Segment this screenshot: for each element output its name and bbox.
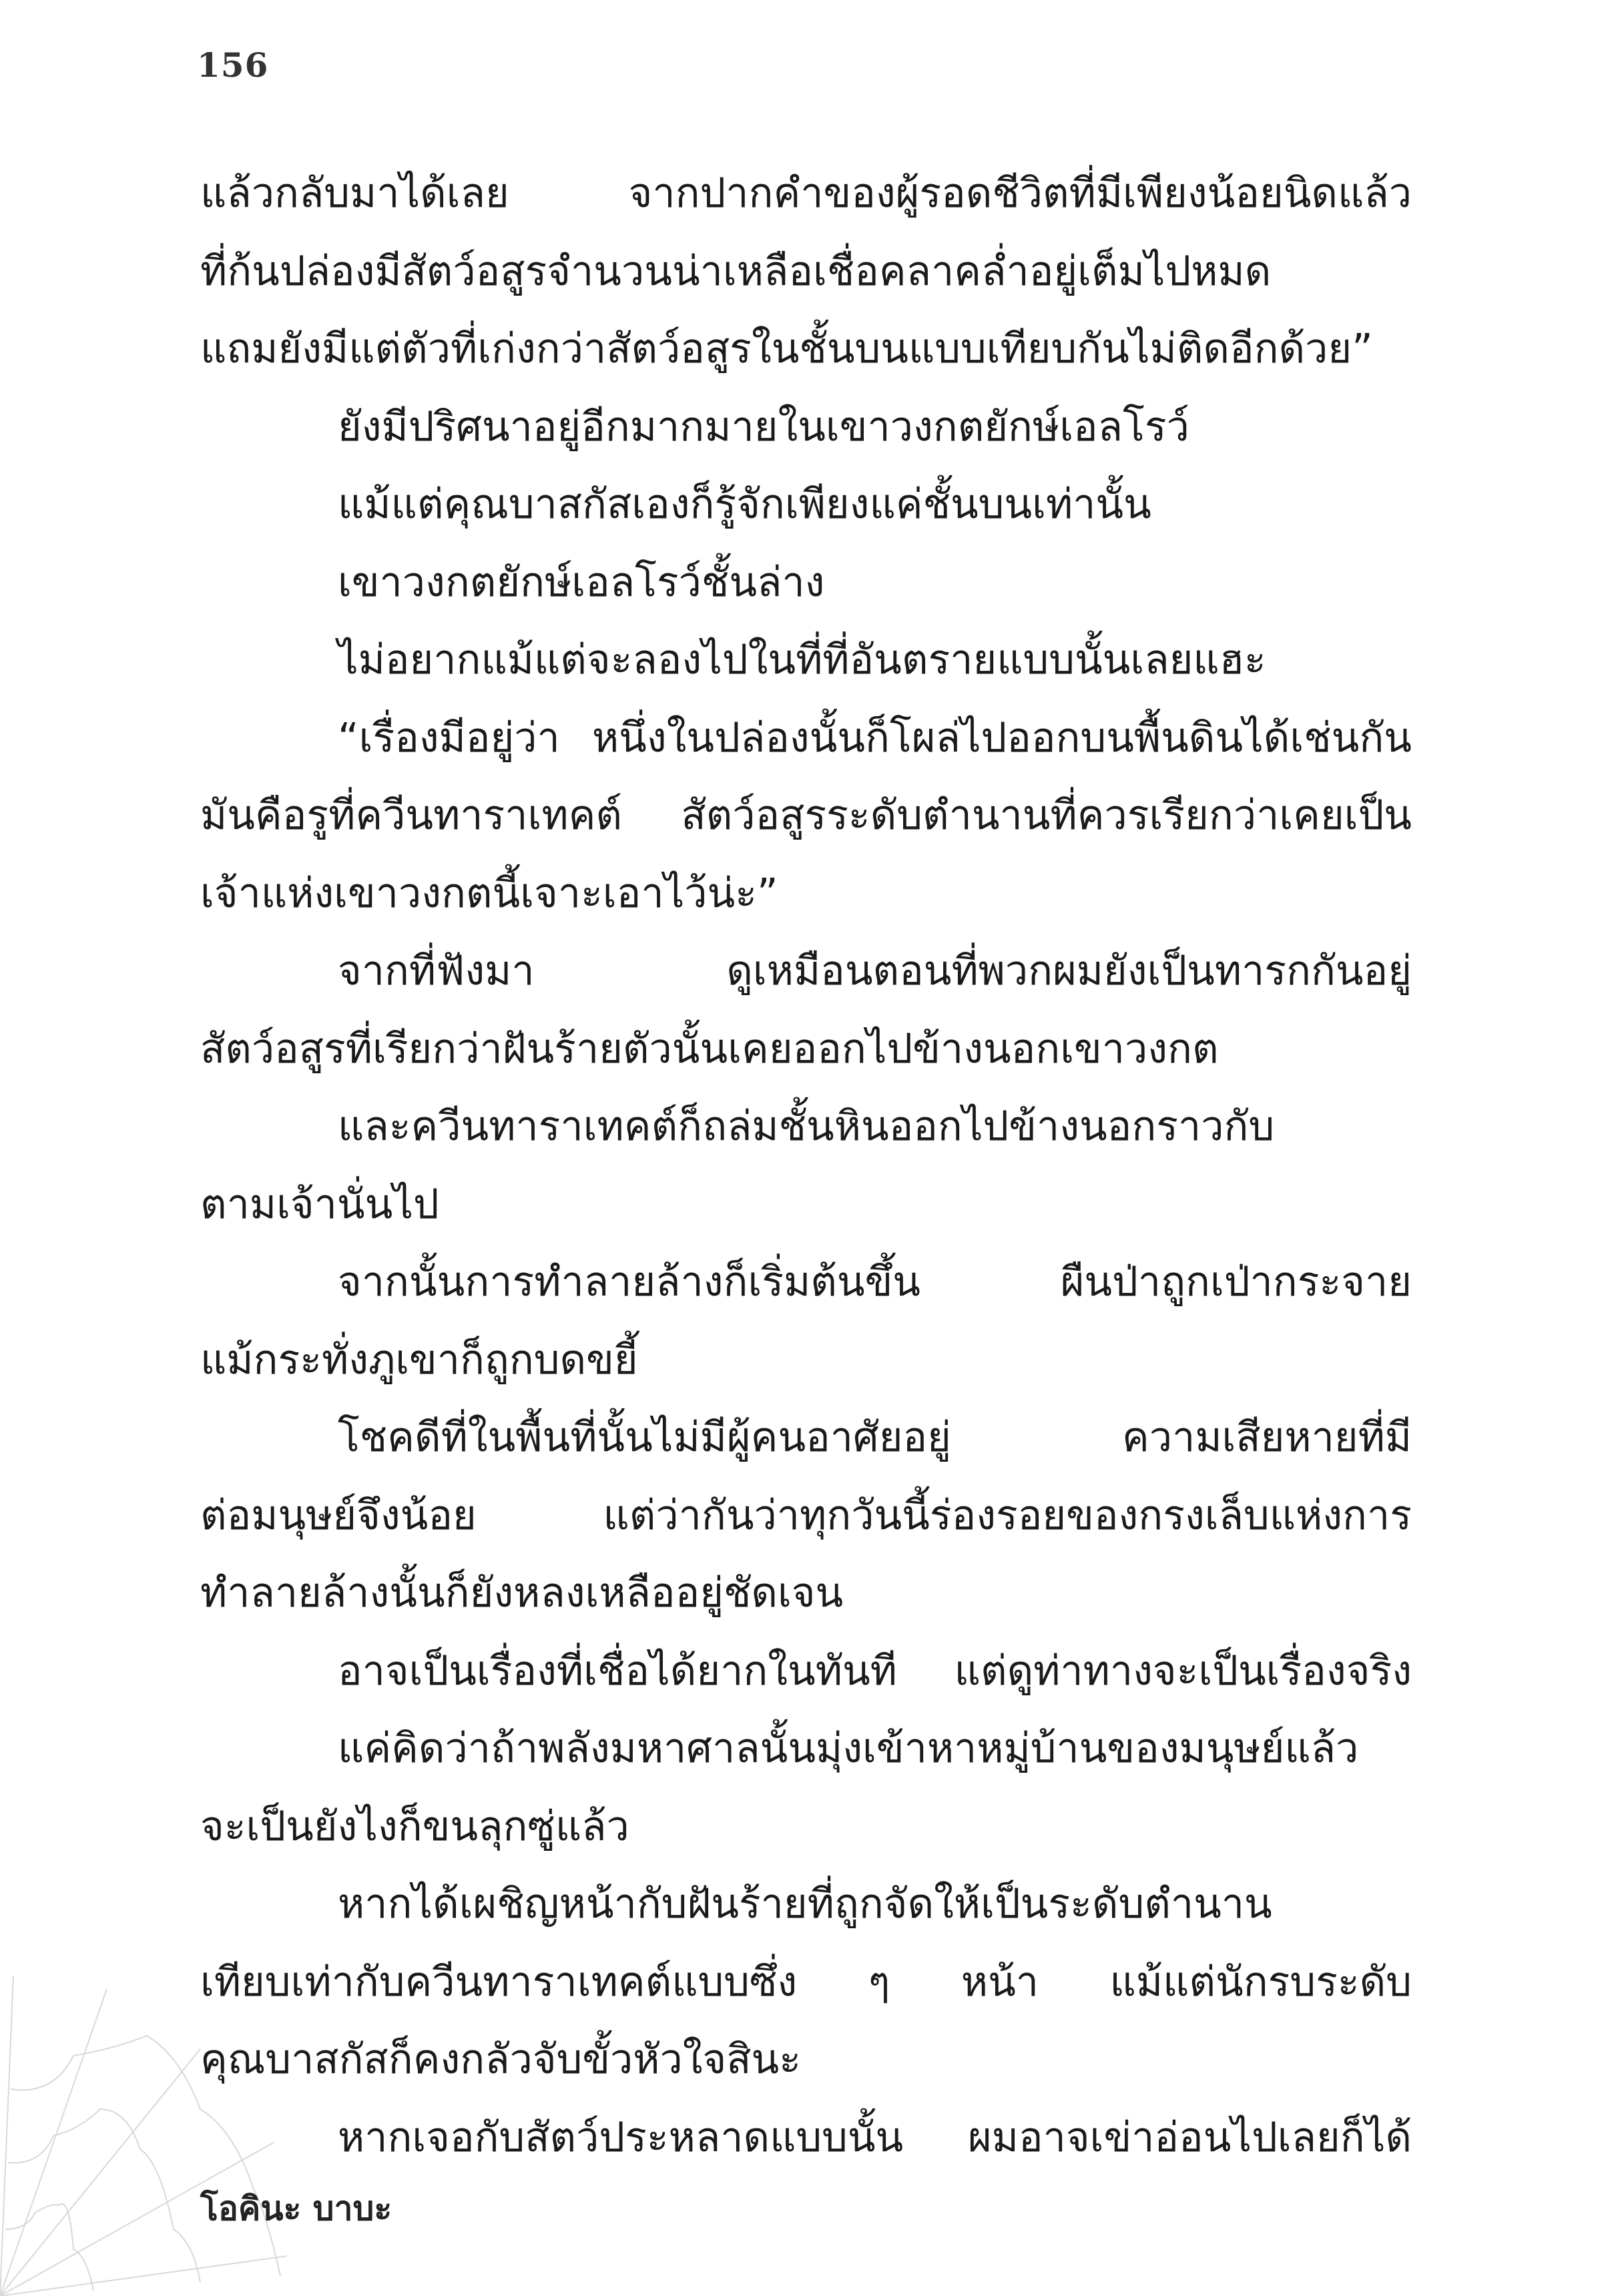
text-line: ทำลายล้างนั้นก็ยังหลงเหลืออยู่ชัดเจน [200, 1569, 844, 1617]
text-line: แม้กระทั่งภูเขาก็ถูกบดขยี้ [200, 1336, 638, 1384]
text-line: คุณบาสกัสก็คงกลัวจับขั้วหัวใจสินะ [200, 2036, 801, 2083]
text-line: เทียบเท่ากับควีนทาราเทคต์แบบซึ่ง ๆ หน้า แม้แต่นักรบระดับ [200, 1958, 1412, 2006]
text-line: ต่อมนุษย์จึงน้อย แต่ว่ากันว่าทุกวันนี้ร่องรอยของกรงเล็บแห่งการ [200, 1491, 1412, 1539]
text-line: โชคดีที่ในพื้นที่นั้นไม่มีผู้คนอาศัยอยู่ ความเสียหายที่มี [338, 1414, 1412, 1461]
text-line: จากนั้นการทำลายล้างก็เริ่มต้นขึ้น ผืนป่าถูกเป่ากระจาย [338, 1258, 1412, 1306]
text-line: “เรื่องมีอยู่ว่า หนึ่งในปล่องนั้นก็โผล่ไปออกบนพื้นดินได้เช่นกัน [338, 713, 1412, 762]
page-number: 156 [197, 45, 269, 85]
text-line: สัตว์อสูรที่เรียกว่าฝันร้ายตัวนั้นเคยออกไปข้างนอกเขาวงกต [200, 1025, 1219, 1073]
text-line: เจ้าแห่งเขาวงกตนี้เจาะเอาไว้น่ะ” [200, 869, 778, 917]
text-line: จากที่ฟังมา ดูเหมือนตอนที่พวกผมยังเป็นทารกกันอยู่ [338, 947, 1412, 994]
text-line: มันคือรูที่ควีนทาราเทคต์ สัตว์อสูรระดับตำนานที่ควรเรียกว่าเคยเป็น [200, 792, 1412, 839]
text-line: เขาวงกตยักษ์เอลโรว์ชั้นล่าง [338, 558, 825, 606]
text-line: แค่คิดว่าถ้าพลังมหาศาลนั้นมุ่งเข้าหาหมู่บ้านของมนุษย์แล้ว [338, 1725, 1359, 1772]
spiderweb-decoration [0, 1976, 287, 2296]
text-line: อาจเป็นเรื่องที่เชื่อได้ยากในทันที แต่ดูท่าทางจะเป็นเรื่องจริง [338, 1647, 1412, 1695]
text-line: ยังมีปริศนาอยู่อีกมากมายในเขาวงกตยักษ์เอลโรว์ [338, 402, 1189, 451]
text-line: แล้วกลับมาได้เลย จากปากคำของผู้รอดชีวิตที่มีเพียงน้อยนิดแล้ว [200, 170, 1412, 217]
text-line: แถมยังมีแต่ตัวที่เก่งกว่าสัตว์อสูรในชั้นบนแบบเทียบกันไม่ติดอีกด้วย” [200, 325, 1373, 372]
text-line: ไม่อยากแม้แต่จะลองไปในที่ที่อันตรายแบบนั้นเลยแฮะ [338, 636, 1266, 683]
text-line: และควีนทาราเทคต์ก็ถล่มชั้นหินออกไปข้างนอกราวกับ [338, 1103, 1275, 1150]
text-line: ตามเจ้านั่นไป [200, 1180, 439, 1228]
text-line: หากเจอกับสัตว์ประหลาดแบบนั้น ผมอาจเข่าอ่อนไปเลยก็ได้ [338, 2113, 1412, 2161]
text-line: ที่ก้นปล่องมีสัตว์อสูรจำนวนน่าเหลือเชื่อคลาคล่ำอยู่เต็มไปหมด [200, 247, 1272, 295]
text-line: จะเป็นยังไงก็ขนลุกซู่แล้ว [200, 1802, 629, 1850]
text-line: หากได้เผชิญหน้ากับฝันร้ายที่ถูกจัดให้เป็นระดับตำนาน [338, 1880, 1272, 1928]
author-name: โอคินะ บาบะ [200, 2189, 392, 2228]
body-text [200, 155, 1412, 2177]
text-line: แม้แต่คุณบาสกัสเองก็รู้จักเพียงแค่ชั้นบนเท่านั้น [338, 481, 1151, 528]
